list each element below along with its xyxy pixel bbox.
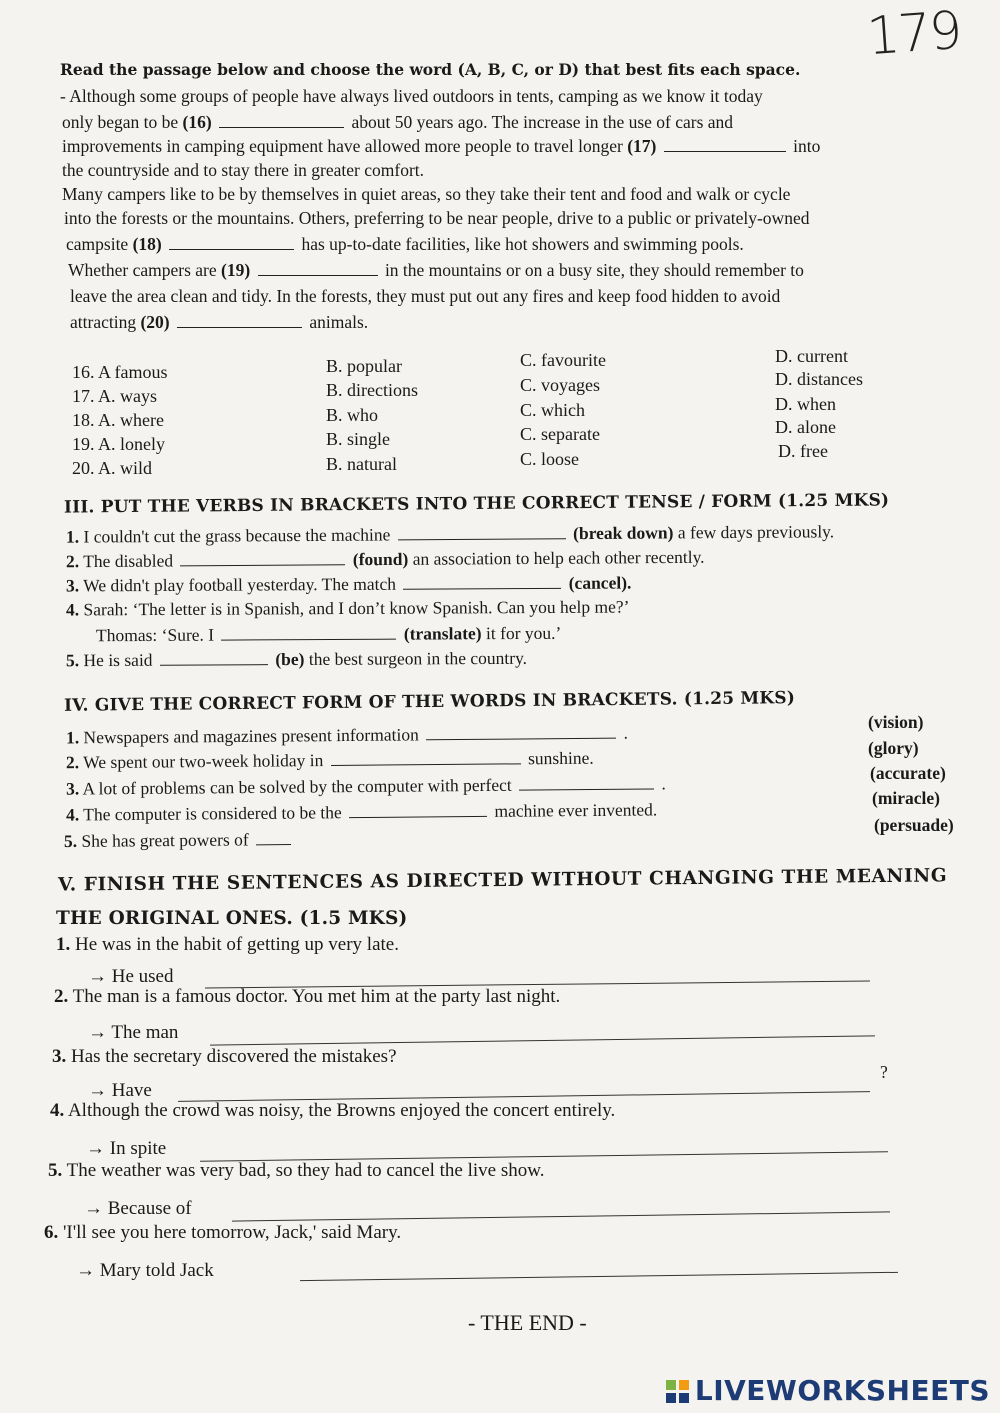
option-a-17[interactable]: 17. A. ways (72, 386, 157, 406)
rewrite-item-1: 1. He was in the habit of getting up very late. (56, 934, 399, 955)
rewrite-item-2: 2. The man is a famous doctor. You met him at the party last night. (54, 986, 561, 1007)
verb-item-3: 3. We didn't play football yesterday. The match (cancel). (65, 572, 632, 596)
liveworksheets-logo-text: LIVEWORKSHEETS (694, 1374, 990, 1407)
word-blank-1[interactable] (426, 722, 616, 741)
passage-line-4: the countryside and to stay there in greater comfort. (62, 160, 425, 180)
option-b-18[interactable]: B. who (326, 405, 379, 425)
word-hint-1: (vision) (868, 712, 924, 732)
option-b-16[interactable]: B. popular (326, 356, 402, 376)
verb-item-4: 4. Sarah: ‘The letter is in Spanish, and I don’t know Spanish. Can you help me?’ (65, 596, 630, 620)
option-a-20[interactable]: 20. A. wild (72, 458, 153, 478)
rewrite-answer-line-6[interactable] (300, 1272, 898, 1281)
passage-line-7: campsite (18) has up-to-date facilities, like hot showers and swimming pools. (66, 234, 744, 254)
option-c-17[interactable]: C. voyages (520, 375, 600, 395)
verb-item-4-reply: Thomas: ‘Sure. I (translate) it for you.’ (95, 622, 562, 646)
word-blank-2[interactable] (331, 747, 521, 766)
option-c-19[interactable]: C. separate (520, 424, 600, 444)
blank-16[interactable] (219, 111, 344, 128)
reading-instruction: Read the passage below and choose the word (A, B, C, or D) that best fits each space. (60, 60, 801, 79)
option-c-16[interactable]: C. favourite (520, 350, 606, 370)
passage-line-6: into the forests or the mountains. Others, preferring to be near people, drive to a public or privately-owned (64, 208, 810, 228)
blank-19[interactable] (258, 259, 378, 276)
word-blank-5[interactable] (256, 828, 291, 845)
word-hint-5: (persuade) (874, 815, 954, 835)
word-hint-4: (miracle) (872, 788, 941, 808)
rewrite-prompt-5: → Because of (84, 1198, 192, 1219)
option-c-18[interactable]: C. which (520, 400, 585, 420)
option-d-16[interactable]: D. current (775, 346, 848, 366)
option-a-18[interactable]: 18. A. where (72, 410, 164, 430)
option-a-19[interactable]: 19. A. lonely (72, 434, 165, 454)
rewrite-item-3: 3. Has the secretary discovered the mistakes? (52, 1046, 397, 1067)
blank-17[interactable] (664, 135, 786, 152)
passage-line-5: Many campers like to be by themselves in quiet areas, so they take their tent and food and walk or cycle (62, 184, 791, 204)
section-3-heading: III. PUT THE VERBS IN BRACKETS INTO THE CORRECT TENSE / FORM (1.25 MKS) (63, 490, 890, 518)
word-hint-2: (glory) (868, 738, 919, 758)
verb-blank-2[interactable] (180, 548, 345, 566)
rewrite-item-6: 6. 'I'll see you here tomorrow, Jack,' said Mary. (44, 1222, 402, 1243)
word-blank-3[interactable] (519, 772, 654, 790)
rewrite-prompt-6: → Mary told Jack (76, 1260, 214, 1281)
verb-blank-3[interactable] (403, 572, 561, 590)
rewrite-answer-line-5[interactable] (232, 1211, 890, 1221)
blank-18[interactable] (169, 233, 294, 250)
passage-line-2: only began to be (16) about 50 years ago. The increase in the use of cars and (62, 112, 734, 132)
verb-item-2: 2. The disabled (found) an association to help each other recently. (65, 546, 705, 572)
verb-item-5: 5. He is said (be) the best surgeon in the country. (65, 647, 528, 671)
rewrite-prompt-3: → Have (88, 1080, 152, 1101)
section-4-heading: IV. GIVE THE CORRECT FORM OF THE WORDS IN BRACKETS. (1.25 MKS) (63, 688, 796, 716)
liveworksheets-logo[interactable] (665, 1374, 990, 1407)
end-text: - THE END - (468, 1310, 587, 1335)
option-d-17[interactable]: D. distances (775, 369, 863, 389)
page-number: 179 (864, 0, 962, 68)
liveworksheets-logo-icon (665, 1379, 691, 1405)
word-item-5: 5. She has great powers of (64, 828, 294, 852)
rewrite-item-4: 4. Although the crowd was noisy, the Browns enjoyed the concert entirely. (50, 1100, 616, 1121)
passage-line-8: Whether campers are (19) in the mountains or on a busy site, they should remember to (68, 260, 804, 280)
option-c-20[interactable]: C. loose (520, 449, 580, 469)
word-item-2: 2. We spent our two-week holiday in sunshine. (65, 747, 594, 773)
passage-line-1: - Although some groups of people have always lived outdoors in tents, camping as we know it today (60, 86, 763, 106)
rewrite-prompt-2: → The man (88, 1022, 179, 1043)
verb-blank-4[interactable] (221, 623, 396, 641)
blank-20[interactable] (177, 311, 302, 328)
option-b-20[interactable]: B. natural (326, 454, 397, 474)
option-d-20[interactable]: D. free (778, 441, 828, 461)
option-d-18[interactable]: D. when (775, 394, 836, 414)
section-5-heading-line-1: V. FINISH THE SENTENCES AS DIRECTED WITHOUT CHANGING THE MEANING (57, 865, 948, 896)
rewrite-answer-line-2[interactable] (210, 1035, 875, 1045)
passage-line-3: improvements in camping equipment have allowed more people to travel longer (17) into (62, 136, 821, 156)
word-hint-3: (accurate) (870, 763, 946, 783)
option-a-16[interactable]: 16. A famous (72, 362, 168, 382)
rewrite-item-5: 5. The weather was very bad, so they had to cancel the live show. (48, 1160, 545, 1181)
option-b-17[interactable]: B. directions (326, 380, 418, 400)
word-blank-4[interactable] (349, 800, 487, 818)
verb-blank-1[interactable] (398, 522, 566, 540)
rewrite-end-3: ? (880, 1062, 888, 1082)
word-item-4: 4. The computer is considered to be the machine ever invented. (65, 799, 658, 825)
verb-item-1: 1. I couldn't cut the grass because the machine (break down) a few days previously. (65, 521, 835, 547)
word-item-3: 3. A lot of problems can be solved by the computer with perfect . (65, 773, 666, 799)
verb-blank-5[interactable] (160, 648, 268, 666)
rewrite-prompt-1: → He used (88, 966, 174, 987)
passage-line-10: attracting (20) animals. (70, 312, 369, 332)
section-5-heading-line-2: THE ORIGINAL ONES. (1.5 MKS) (56, 908, 408, 929)
option-d-19[interactable]: D. alone (775, 417, 836, 437)
passage-line-9: leave the area clean and tidy. In the forests, they must put out any fires and keep food hidden to avoid (70, 286, 781, 306)
rewrite-prompt-4: → In spite (86, 1138, 167, 1159)
option-b-19[interactable]: B. single (326, 429, 391, 449)
word-item-1: 1. Newspapers and magazines present information . (65, 722, 629, 748)
